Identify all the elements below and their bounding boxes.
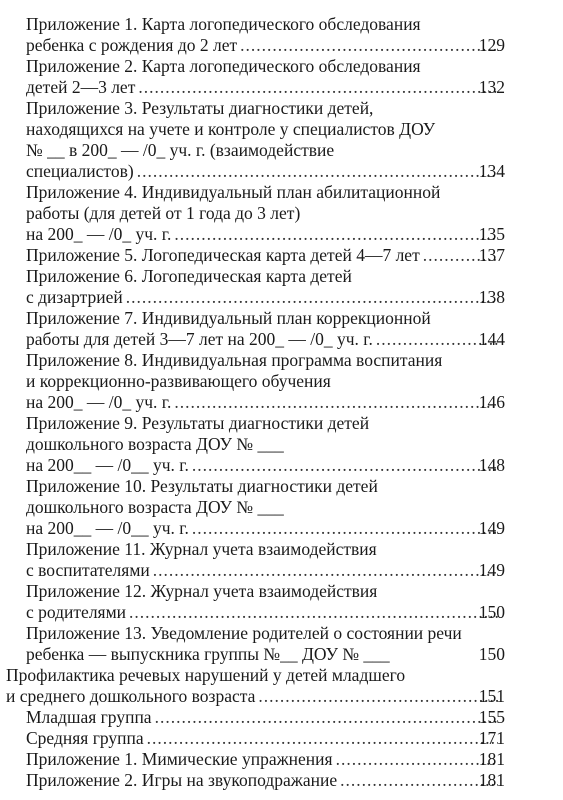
toc-entry-line bbox=[0, 77, 563, 98]
toc-page-number: 181 bbox=[478, 770, 505, 790]
toc-entry bbox=[0, 749, 563, 770]
toc-entry-line bbox=[0, 392, 563, 413]
toc-entry-text: с дизартрией bbox=[26, 287, 123, 307]
toc-entry-line bbox=[0, 329, 563, 350]
toc-page-number: 171 bbox=[478, 728, 505, 748]
toc-entry-text: Приложение 6. Логопедическая карта детей bbox=[26, 266, 352, 286]
toc-entry-line bbox=[0, 98, 563, 119]
toc-entry-line bbox=[0, 581, 563, 602]
toc-entry bbox=[0, 581, 563, 623]
dot-leader bbox=[192, 518, 498, 539]
toc-entry-line bbox=[0, 602, 563, 623]
toc-entry-text: Приложение 13. Уведомление родителей о состоянии речи bbox=[26, 623, 462, 643]
toc-entry-line bbox=[0, 203, 563, 224]
toc-page-number: 149 bbox=[478, 560, 505, 580]
dot-leader bbox=[129, 602, 498, 623]
toc-entry-text: Приложение 3. Результаты диагностики детей, bbox=[26, 98, 374, 118]
toc-entry-text: детей 2—3 лет bbox=[26, 77, 136, 97]
toc-entry-text: Профилактика речевых нарушений у детей младшего bbox=[6, 665, 406, 685]
toc-entry-text: Приложение 7. Индивидуальный план коррекционной bbox=[26, 308, 431, 328]
toc-entry-line bbox=[0, 518, 563, 539]
toc-entry bbox=[0, 539, 563, 581]
toc-entry-text: Приложение 1. Карта логопедического обследования bbox=[26, 14, 421, 34]
toc-entry-text: Приложение 1. Мимические упражнения bbox=[26, 749, 333, 769]
toc-entry-line bbox=[0, 371, 563, 392]
dot-leader bbox=[137, 161, 498, 182]
toc-entry-text: Приложение 11. Журнал учета взаимодействия bbox=[26, 539, 377, 559]
toc-page-number: 155 bbox=[478, 707, 505, 727]
toc-entry bbox=[0, 350, 563, 413]
toc-page-number: 146 bbox=[478, 392, 505, 412]
toc-page-number: 132 bbox=[478, 77, 505, 97]
toc-entry bbox=[0, 14, 563, 56]
dot-leader bbox=[153, 560, 498, 581]
toc-entry-text: на 200__ — /0__ уч. г. bbox=[26, 455, 189, 475]
toc-entry-line bbox=[0, 182, 563, 203]
toc-entry-line bbox=[0, 665, 563, 686]
toc-entry-text: Младшая группа bbox=[26, 707, 152, 727]
toc-entry-text: Приложение 5. Логопедическая карта детей 4—7 лет bbox=[26, 245, 420, 265]
toc-entry bbox=[0, 182, 563, 245]
toc-page-number: 150 bbox=[478, 644, 505, 664]
table-of-contents bbox=[0, 14, 563, 791]
toc-entry-line bbox=[0, 707, 563, 728]
toc-entry bbox=[0, 56, 563, 98]
toc-entry-line bbox=[0, 455, 563, 476]
toc-entry-line bbox=[0, 35, 563, 56]
toc-entry-line bbox=[0, 560, 563, 581]
toc-entry-line bbox=[0, 497, 563, 518]
toc-entry-line bbox=[0, 287, 563, 308]
dot-leader bbox=[147, 728, 498, 749]
toc-entry-line bbox=[0, 14, 563, 35]
toc-entry-text: ребенка — выпускника группы №__ ДОУ № ___ bbox=[26, 644, 390, 664]
toc-page-number: 150 bbox=[478, 602, 505, 622]
toc-entry-line bbox=[0, 770, 563, 791]
toc-entry-text: с родителями bbox=[26, 602, 127, 622]
toc-entry bbox=[0, 770, 563, 791]
toc-entry-line bbox=[0, 476, 563, 497]
toc-entry-text: на 200_ — /0_ уч. г. bbox=[26, 224, 172, 244]
toc-entry-text: Приложение 2. Карта логопедического обследования bbox=[26, 56, 421, 76]
toc-entry-text: на 200__ — /0__ уч. г. bbox=[26, 518, 189, 538]
toc-entry-text: Приложение 8. Индивидуальная программа воспитания bbox=[26, 350, 443, 370]
toc-entry-line bbox=[0, 434, 563, 455]
dot-leader bbox=[174, 224, 498, 245]
toc-entry bbox=[0, 266, 563, 308]
toc-entry-text: Приложение 2. Игры на звукоподражание bbox=[26, 770, 338, 790]
toc-page-number: 138 bbox=[478, 287, 505, 307]
dot-leader bbox=[240, 35, 498, 56]
toc-entry-line bbox=[0, 413, 563, 434]
toc-entry-text: работы для детей 3—7 лет на 200_ — /0_ уч. г. bbox=[26, 329, 373, 349]
toc-entry-line bbox=[0, 119, 563, 140]
toc-entry-text: и среднего дошкольного возраста bbox=[6, 686, 256, 706]
toc-entry-line bbox=[0, 245, 563, 266]
toc-entry-line bbox=[0, 266, 563, 287]
toc-entry bbox=[0, 245, 563, 266]
toc-page-number: 134 bbox=[478, 161, 505, 181]
toc-entry-text: Приложение 9. Результаты диагностики детей bbox=[26, 413, 370, 433]
dot-leader bbox=[258, 686, 498, 707]
toc-entry bbox=[0, 665, 563, 707]
toc-page-number: 144 bbox=[478, 329, 505, 349]
toc-entry-text: Средняя группа bbox=[26, 728, 144, 748]
toc-entry bbox=[0, 476, 563, 539]
toc-page-number: 137 bbox=[478, 245, 505, 265]
dot-leader bbox=[155, 707, 498, 728]
toc-page-number: 135 bbox=[478, 224, 505, 244]
toc-entry-line bbox=[0, 686, 563, 707]
toc-entry-text: № __ в 200_ — /0_ уч. г. (взаимодействие bbox=[26, 140, 335, 160]
toc-entry-line bbox=[0, 161, 563, 182]
toc-page-number: 149 bbox=[478, 518, 505, 538]
toc-entry bbox=[0, 308, 563, 350]
toc-entry-line bbox=[0, 224, 563, 245]
dot-leader bbox=[138, 77, 498, 98]
toc-entry-text: находящихся на учете и контроле у специалистов ДОУ bbox=[26, 119, 436, 139]
toc-page-number: 151 bbox=[478, 686, 505, 706]
toc-entry bbox=[0, 707, 563, 728]
toc-page-number: 181 bbox=[478, 749, 505, 769]
toc-entry-text: Приложение 4. Индивидуальный план абилитационной bbox=[26, 182, 441, 202]
toc-entry bbox=[0, 623, 563, 665]
toc-entry-line bbox=[0, 644, 563, 665]
toc-page-number: 148 bbox=[478, 455, 505, 475]
toc-entry-line bbox=[0, 728, 563, 749]
toc-entry-text: дошкольного возраста ДОУ № ___ bbox=[26, 497, 284, 517]
toc-entry-line bbox=[0, 56, 563, 77]
dot-leader bbox=[126, 287, 498, 308]
toc-entry-text: Приложение 12. Журнал учета взаимодействия bbox=[26, 581, 378, 601]
toc-entry-line bbox=[0, 623, 563, 644]
toc-entry-text: работы (для детей от 1 года до 3 лет) bbox=[26, 203, 301, 223]
dot-leader bbox=[192, 455, 498, 476]
toc-entry bbox=[0, 98, 563, 182]
toc-entry bbox=[0, 413, 563, 476]
dot-leader bbox=[174, 392, 498, 413]
toc-entry bbox=[0, 728, 563, 749]
toc-entry-line bbox=[0, 350, 563, 371]
toc-entry-text: специалистов) bbox=[26, 161, 134, 181]
toc-entry-line bbox=[0, 308, 563, 329]
toc-entry-text: ребенка с рождения до 2 лет bbox=[26, 35, 238, 55]
toc-entry-text: дошкольного возраста ДОУ № ___ bbox=[26, 434, 284, 454]
toc-entry-text: с воспитателями bbox=[26, 560, 150, 580]
toc-entry-line bbox=[0, 140, 563, 161]
toc-page-number: 129 bbox=[478, 35, 505, 55]
toc-entry-line bbox=[0, 749, 563, 770]
toc-entry-text: Приложение 10. Результаты диагностики детей bbox=[26, 476, 378, 496]
toc-entry-text: на 200_ — /0_ уч. г. bbox=[26, 392, 172, 412]
toc-entry-text: и коррекционно-развивающего обучения bbox=[26, 371, 331, 391]
toc-entry-line bbox=[0, 539, 563, 560]
